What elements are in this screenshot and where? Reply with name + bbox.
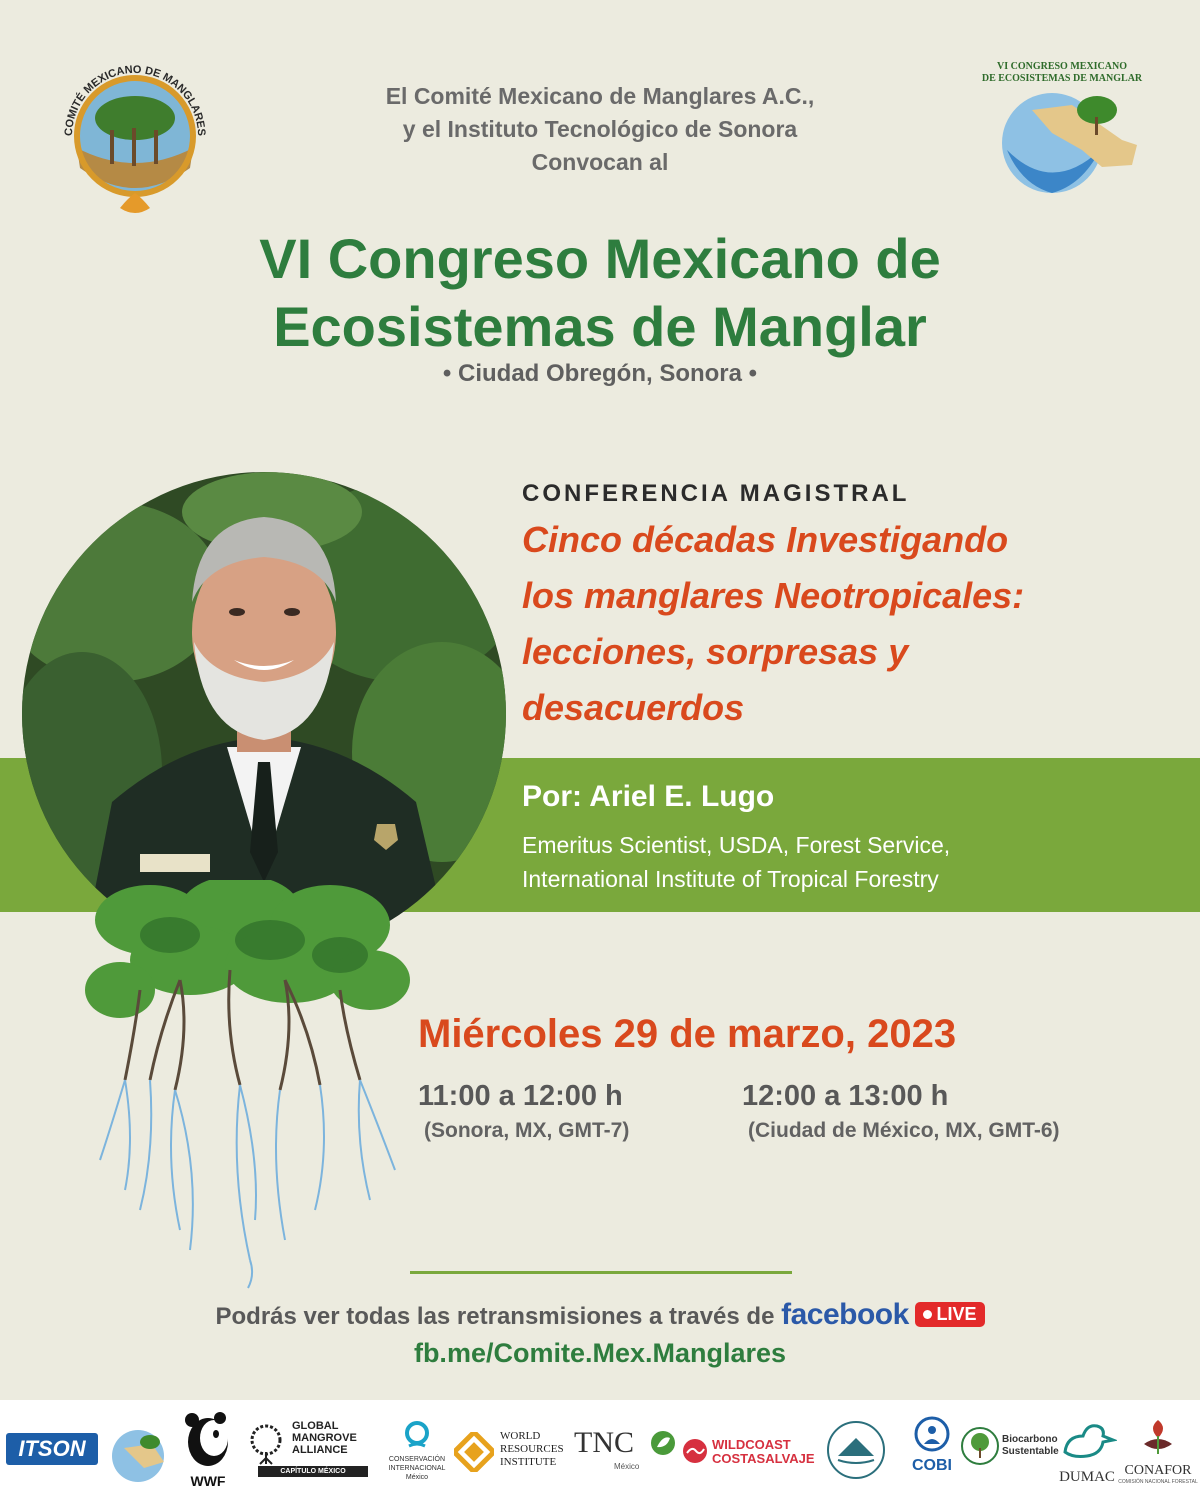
wildcoast-line-1: WILDCOAST <box>712 1437 791 1452</box>
event-location: • Ciudad Obregón, Sonora • <box>442 360 758 387</box>
itson-label: ITSON <box>18 1436 86 1461</box>
event-date: Miércoles 29 de marzo, 2023 <box>418 1012 957 1056</box>
sponsor-strip <box>0 1400 1200 1500</box>
time-slot-sonora <box>418 1080 629 1143</box>
conference-title-line-2: los manglares Neotropicales: <box>522 575 1025 616</box>
conference-title-line-4: desacuerdos <box>522 687 745 728</box>
intro-line-1: El Comité Mexicano de Manglares A.C., <box>385 83 815 109</box>
slot1-time: 11:00 a 12:00 h <box>418 1080 623 1112</box>
slot1-zone: (Sonora, MX, GMT-7) <box>424 1119 630 1142</box>
cobi-label: COBI <box>912 1457 952 1474</box>
slot2-zone: (Ciudad de México, MX, GMT-6) <box>748 1119 1060 1142</box>
live-badge <box>915 1302 984 1327</box>
speaker-prefix: Por: <box>522 780 590 813</box>
wri-line-2: RESOURCES <box>500 1443 564 1455</box>
conference-title-line-1: Cinco décadas Investigando <box>522 519 1009 560</box>
mangrove-illustration <box>80 880 420 1290</box>
tnc-leaf-icon <box>650 1430 676 1456</box>
wildcoast-line-2: COSTASALVAJE <box>712 1451 815 1466</box>
stream-info <box>0 1298 1200 1332</box>
stream-text: Podrás ver todas las retransmisiones a través de <box>215 1303 782 1330</box>
intro-line-2: y el Instituto Tecnológico de Sonora <box>402 116 798 142</box>
divider-line <box>410 1271 792 1274</box>
seal-logo <box>826 1420 886 1480</box>
knot-logo <box>454 1432 494 1472</box>
ci-line-2: INTERNACIONAL <box>388 1465 446 1472</box>
wri-logo <box>500 1430 572 1469</box>
tnc-sub: México <box>614 1462 640 1471</box>
live-dot-icon <box>923 1310 932 1319</box>
svg-text:VI CONGRESO MEXICANO: VI CONGRESO MEXICANO <box>996 61 1128 72</box>
speaker-name: Ariel E. Lugo <box>589 780 775 813</box>
conafor-logo <box>1116 1414 1200 1494</box>
wwf-logo <box>180 1408 236 1492</box>
conference-title <box>522 512 1182 736</box>
conafor-label: CONAFOR <box>1124 1463 1192 1478</box>
slot2-time: 12:00 a 13:00 h <box>742 1080 949 1112</box>
intro-line-3: Convocan al <box>531 149 669 175</box>
conference-label: CONFERENCIA MAGISTRAL <box>522 480 910 507</box>
event-title-line-2: Ecosistemas de Manglar <box>273 295 927 358</box>
tnc-label: TNC <box>574 1426 634 1459</box>
intro-text <box>280 80 920 179</box>
conafor-sub: COMISIÓN NACIONAL FORESTAL <box>1118 1479 1198 1485</box>
biocarbono-line-1: Biocarbono <box>1002 1434 1058 1445</box>
biocarbono-tree-icon <box>960 1426 1000 1466</box>
svg-text:COMITÉ MEXICANO DE MANGLARES: COMITÉ MEXICANO DE MANGLARES <box>62 63 208 137</box>
event-title-line-1: VI Congreso Mexicano de <box>259 227 941 290</box>
wwf-label: WWF <box>190 1473 226 1489</box>
wri-line-3: INSTITUTE <box>500 1456 557 1468</box>
wildcoast-logo <box>682 1436 816 1470</box>
dumac-label: DUMAC <box>1059 1469 1115 1485</box>
gma-line-4: CAPÍTULO MÉXICO <box>258 1466 368 1477</box>
gma-line-2: MANGROVE <box>292 1432 357 1444</box>
live-label: LIVE <box>936 1304 977 1324</box>
comite-manglares-logo <box>50 48 220 223</box>
congreso-mini-logo <box>104 1418 172 1486</box>
conference-title-line-3: lecciones, sorpresas y <box>522 631 909 672</box>
facebook-wordmark: facebook <box>781 1298 909 1331</box>
speaker-role <box>522 828 1162 896</box>
wri-line-1: WORLD <box>500 1430 541 1442</box>
facebook-url[interactable]: fb.me/Comite.Mex.Manglares <box>413 1338 787 1368</box>
time-slot-cdmx <box>742 1080 1060 1143</box>
speaker-role-line-2: International Institute of Tropical Forestry <box>522 866 939 892</box>
speaker-name-line <box>522 780 774 814</box>
cobi-logo <box>904 1416 960 1488</box>
ci-logo <box>384 1420 450 1492</box>
gma-logo <box>244 1420 374 1482</box>
tnc-logo <box>574 1426 678 1486</box>
wildcoast-wave-icon <box>682 1438 708 1464</box>
dumac-logo <box>1052 1418 1122 1490</box>
gma-line-3: ALLIANCE <box>292 1444 348 1456</box>
ci-line-1: CONSERVACIÓN <box>388 1456 446 1463</box>
speaker-role-line-1: Emeritus Scientist, USDA, Forest Service, <box>522 832 951 858</box>
event-title <box>100 225 1100 361</box>
gma-line-1: GLOBAL <box>292 1420 339 1432</box>
congreso-logo <box>972 55 1152 195</box>
biocarbono-line-2: Sustentable <box>1002 1446 1059 1457</box>
svg-text:DE ECOSISTEMAS DE MANGLAR: DE ECOSISTEMAS DE MANGLAR <box>981 73 1143 84</box>
ci-line-3: México <box>405 1474 429 1481</box>
itson-logo <box>6 1433 98 1465</box>
